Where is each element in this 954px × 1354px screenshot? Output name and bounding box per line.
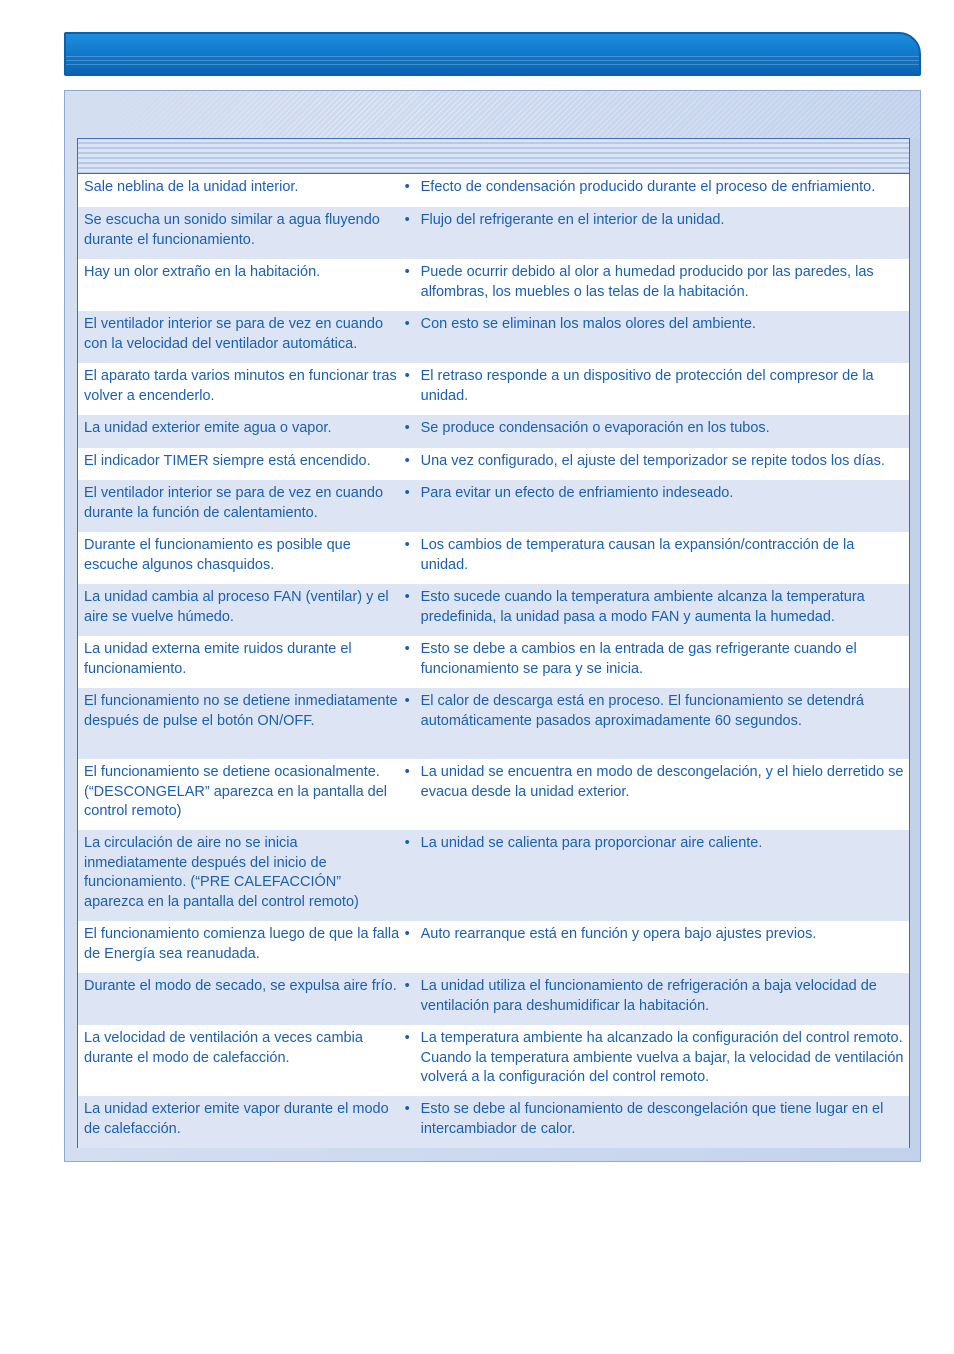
bullet-icon: • (404, 537, 410, 553)
table-row (78, 448, 909, 480)
cause-cell (400, 448, 909, 480)
problem-cell: El aparato tarda varios minutos en funcionar tras volver a encenderlo. (84, 368, 397, 404)
cause-cell (400, 688, 909, 759)
troubleshooting-table (77, 138, 910, 1148)
table-row (78, 973, 909, 1025)
bullet-icon: • (404, 835, 410, 851)
table-row (78, 759, 909, 830)
bullet-icon: • (404, 212, 410, 228)
cause-text: Puede ocurrir debido al olor a humedad producido por las paredes, las alfombras, los muebles o las telas de la habitación. (420, 264, 874, 300)
problem-cell: La unidad cambia al proceso FAN (ventilar) y el aire se vuelve húmedo. (84, 589, 389, 625)
cause-cell (400, 973, 909, 1025)
bullet-icon: • (404, 978, 410, 994)
cause-text: Una vez configurado, el ajuste del temporizador se repite todos los días. (420, 453, 885, 469)
bullet-icon: • (404, 316, 410, 332)
cause-text: Esto se debe a cambios en la entrada de gas refrigerante cuando el funcionamiento se para y se inicia. (420, 641, 857, 677)
section-header-bar (64, 32, 921, 76)
problem-cell: Durante el funcionamiento es posible que escuche algunos chasquidos. (84, 537, 351, 573)
table-header (78, 139, 909, 174)
table-row (78, 207, 909, 259)
cause-text: La temperatura ambiente ha alcanzado la configuración del control remoto. Cuando la temperatura ambiente vuelva a bajar, la velocidad de ventilación volverá a la configuración del control remoto. (420, 1030, 904, 1086)
table-row (78, 259, 909, 311)
problem-cell: La unidad externa emite ruidos durante el funcionamiento. (84, 641, 352, 677)
problem-cell: La unidad exterior emite vapor durante el modo de calefacción. (84, 1101, 389, 1137)
header-stripes (66, 56, 919, 68)
cause-cell (400, 1025, 909, 1096)
cause-text: Auto rearranque está en función y opera bajo ajustes previos. (420, 926, 817, 942)
table-row (78, 830, 909, 921)
problem-cell: El funcionamiento comienza luego de que la falla de Energía sea reanudada. (84, 926, 400, 962)
bullet-icon: • (404, 693, 410, 709)
problem-cell: La circulación de aire no se inicia inmediatamente después del inicio de funcionamiento. (“PRE CALEFACCIÓN” aparezca en la pantalla del control remoto) (84, 835, 359, 911)
cause-text: La unidad utiliza el funcionamiento de refrigeración a baja velocidad de ventilación para deshumidificar la habitación. (420, 978, 877, 1014)
table-row (78, 1025, 909, 1096)
bullet-icon: • (404, 485, 410, 501)
cause-text: El retraso responde a un dispositivo de protección del compresor de la unidad. (420, 368, 874, 404)
cause-cell (400, 921, 909, 973)
table-row (78, 688, 909, 759)
problem-cell: La velocidad de ventilación a veces cambia durante el modo de calefacción. (84, 1030, 363, 1066)
bullet-icon: • (404, 179, 410, 195)
table-row (78, 311, 909, 363)
bullet-icon: • (404, 264, 410, 280)
cause-text: Efecto de condensación producido durante el proceso de enfriamiento. (420, 179, 876, 195)
problem-cell: Durante el modo de secado, se expulsa aire frío. (84, 978, 397, 994)
cause-text: Esto se debe al funcionamiento de descongelación que tiene lugar en el intercambiador de calor. (420, 1101, 884, 1137)
problem-cell: El ventilador interior se para de vez en cuando durante la función de calentamiento. (84, 485, 384, 521)
cause-cell (400, 830, 909, 921)
problem-cell: El indicador TIMER siempre está encendido. (84, 453, 371, 469)
table-row (78, 584, 909, 636)
cause-cell (400, 363, 909, 415)
table-row (78, 363, 909, 415)
cause-cell (400, 532, 909, 584)
bullet-icon: • (404, 368, 410, 384)
cause-cell (400, 207, 909, 259)
problem-cell: Hay un olor extraño en la habitación. (84, 264, 321, 280)
cause-text: La unidad se encuentra en modo de descongelación, y el hielo derretido se evacua desde la unidad exterior. (420, 764, 904, 800)
cause-text: Flujo del refrigerante en el interior de la unidad. (420, 212, 725, 228)
cause-text: La unidad se calienta para proporcionar aire caliente. (420, 835, 763, 851)
bullet-icon: • (404, 926, 410, 942)
cause-cell (400, 174, 909, 207)
problem-cell: El ventilador interior se para de vez en cuando con la velocidad del ventilador automática. (84, 316, 384, 352)
problem-cell: El funcionamiento no se detiene inmediatamente después de pulse el botón ON/OFF. (84, 693, 398, 729)
bullet-icon: • (404, 1030, 410, 1046)
bullet-icon: • (404, 641, 410, 657)
bullet-icon: • (404, 764, 410, 780)
problem-cell: Se escucha un sonido similar a agua fluyendo durante el funcionamiento. (84, 212, 380, 248)
table-row (78, 636, 909, 688)
problem-cell: La unidad exterior emite agua o vapor. (84, 420, 332, 436)
cause-text: Se produce condensación o evaporación en los tubos. (420, 420, 770, 436)
bullet-icon: • (404, 1101, 410, 1117)
cause-cell (400, 759, 909, 830)
cause-cell (400, 415, 909, 448)
table-row (78, 174, 909, 207)
table-row (78, 1096, 909, 1148)
table-body (78, 174, 909, 1148)
cause-cell (400, 584, 909, 636)
cause-cell (400, 480, 909, 532)
table-row (78, 532, 909, 584)
cause-cell (400, 259, 909, 311)
bullet-icon: • (404, 589, 410, 605)
cause-cell (400, 1096, 909, 1148)
cause-cell (400, 636, 909, 688)
bullet-icon: • (404, 453, 410, 469)
bullet-icon: • (404, 420, 410, 436)
cause-text: Esto sucede cuando la temperatura ambiente alcanza la temperatura predefinida, la unidad pasa a modo FAN y aumenta la humedad. (420, 589, 865, 625)
panel-diagonal-pattern (65, 91, 920, 139)
table-row (78, 480, 909, 532)
problem-cell: El funcionamiento se detiene ocasionalmente. (“DESCONGELAR” aparezca en la pantalla del control remoto) (84, 764, 388, 820)
cause-text: El calor de descarga está en proceso. El funcionamiento se detendrá automáticamente pasados aproximadamente 60 segundos. (420, 693, 864, 729)
table-row (78, 415, 909, 448)
cause-text: Para evitar un efecto de enfriamiento indeseado. (420, 485, 734, 501)
cause-text: Con esto se eliminan los malos olores del ambiente. (420, 316, 756, 332)
problem-cell: Sale neblina de la unidad interior. (84, 179, 299, 195)
cause-cell (400, 311, 909, 363)
cause-text: Los cambios de temperatura causan la expansión/contracción de la unidad. (420, 537, 855, 573)
table-row (78, 921, 909, 973)
